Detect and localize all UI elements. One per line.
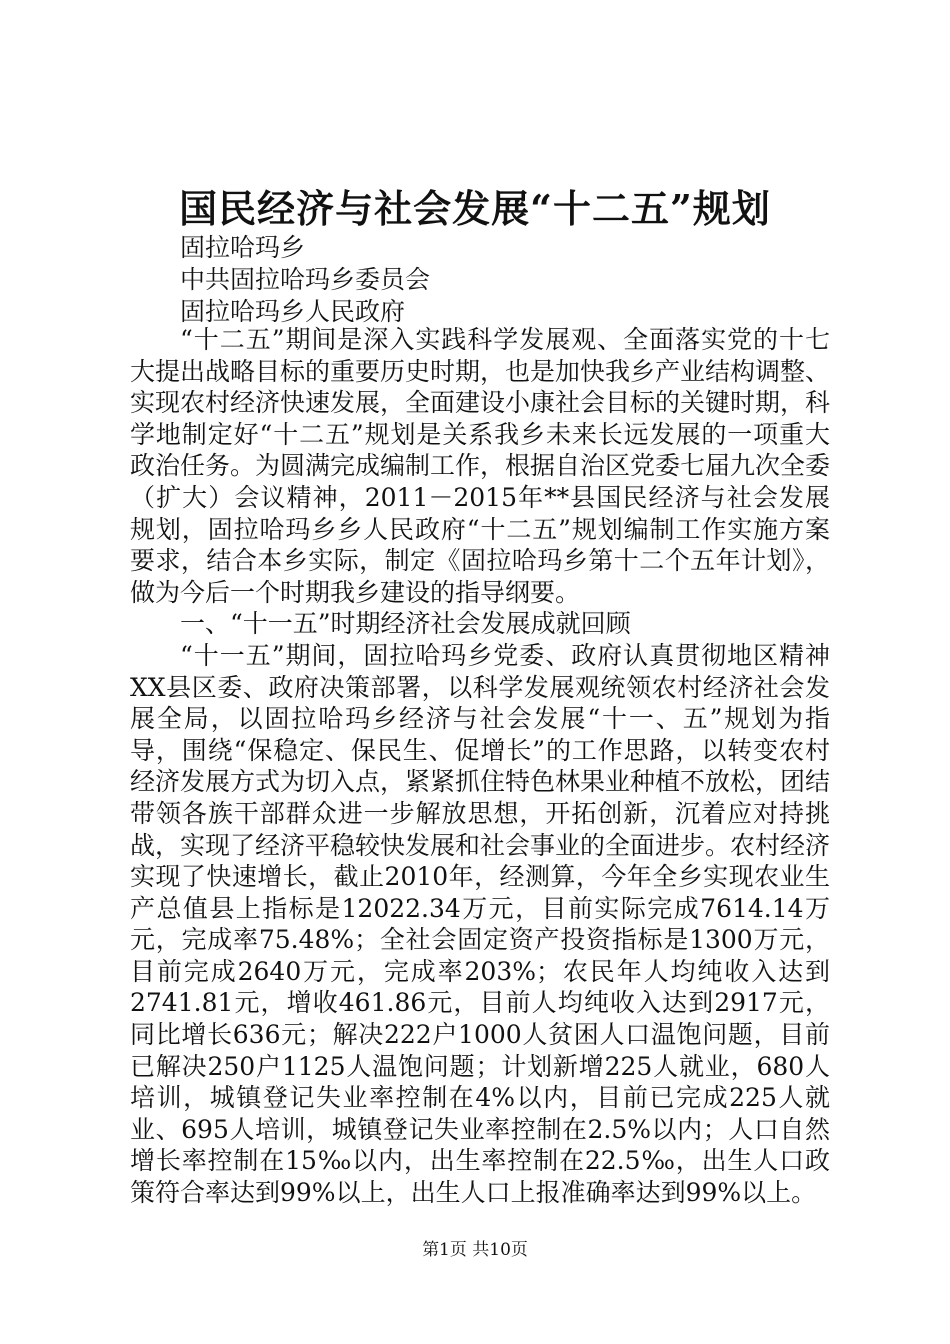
intro-paragraph: “十二五”期间是深入实践科学发展观、全面落实党的十七大提出战略目标的重要历史时期，也是加快我乡产业结构调整、实现农村经济快速发展，全面建设小康社会目标的关键时期，科学地制定好“十二五”规划是关系我乡未来长远发展的一项重大政治任务。为圆满完成编制工作，根据自治区党委七届九次全委（扩大）会议精神，2011－2015年**县国民经济与社会发展规划，固拉哈玛乡乡人民政府“十二五”规划编制工作实施方案要求，结合本乡实际，制定《固拉哈玛乡第十二个五年计划》，做为今后一个时期我乡建设的指导纲要。 xyxy=(130,325,831,607)
org-line-government: 固拉哈玛乡人民政府 xyxy=(180,297,406,326)
page-footer: 第1页 共10页 xyxy=(422,1240,528,1260)
document-title: 国民经济与社会发展“十二五”规划 xyxy=(179,186,771,231)
section-heading: 一、“十一五”时期经济社会发展成就回顾 xyxy=(180,609,631,639)
document-body xyxy=(130,324,830,1209)
review-paragraph: “十一五”期间，固拉哈玛乡党委、政府认真贯彻地区精神XX县区委、政府决策部署，以科学发展观统领农村经济社会发展全局，以固拉哈玛乡经济与社会发展“十一、五”规划为指导，围绕“保稳定、保民生、促增长”的工作思路，以转变农村经济发展方式为切入点，紧紧抓住特色林果业种植不放松，团结带领各族干部群众进一步解放思想，开拓创新，沉着应对持挑战，实现了经济平稳较快发展和社会事业的全面进步。农村经济实现了快速增长，截止2010年，经测算，今年全乡实现农业生产总值县上指标是12022.34万元，目前实际完成7614.14万元，完成率75.48%；全社会固定资产投资指标是1300万元，目前完成2640万元，完成率203%；农民年人均纯收入达到2741.81元，增收461.86元，目前人均纯收入达到2917元，同比增长636元；解决222户1000人贫困人口温饱问题，目前已解决250户1125人温饱问题；计划新增225人就业，680人培训，城镇登记失业率控制在4%以内，目前已完成225人就业、695人培训，城镇登记失业率控制在2.5%以内；人口自然增长率控制在15‰以内，出生率控制在22.5‰，出生人口政策符合率达到99%以上，出生人口上报准确率达到99%以上。 xyxy=(130,640,831,1208)
org-line-party-committee: 中共固拉哈玛乡委员会 xyxy=(180,265,431,294)
org-line-township: 固拉哈玛乡 xyxy=(180,233,306,262)
